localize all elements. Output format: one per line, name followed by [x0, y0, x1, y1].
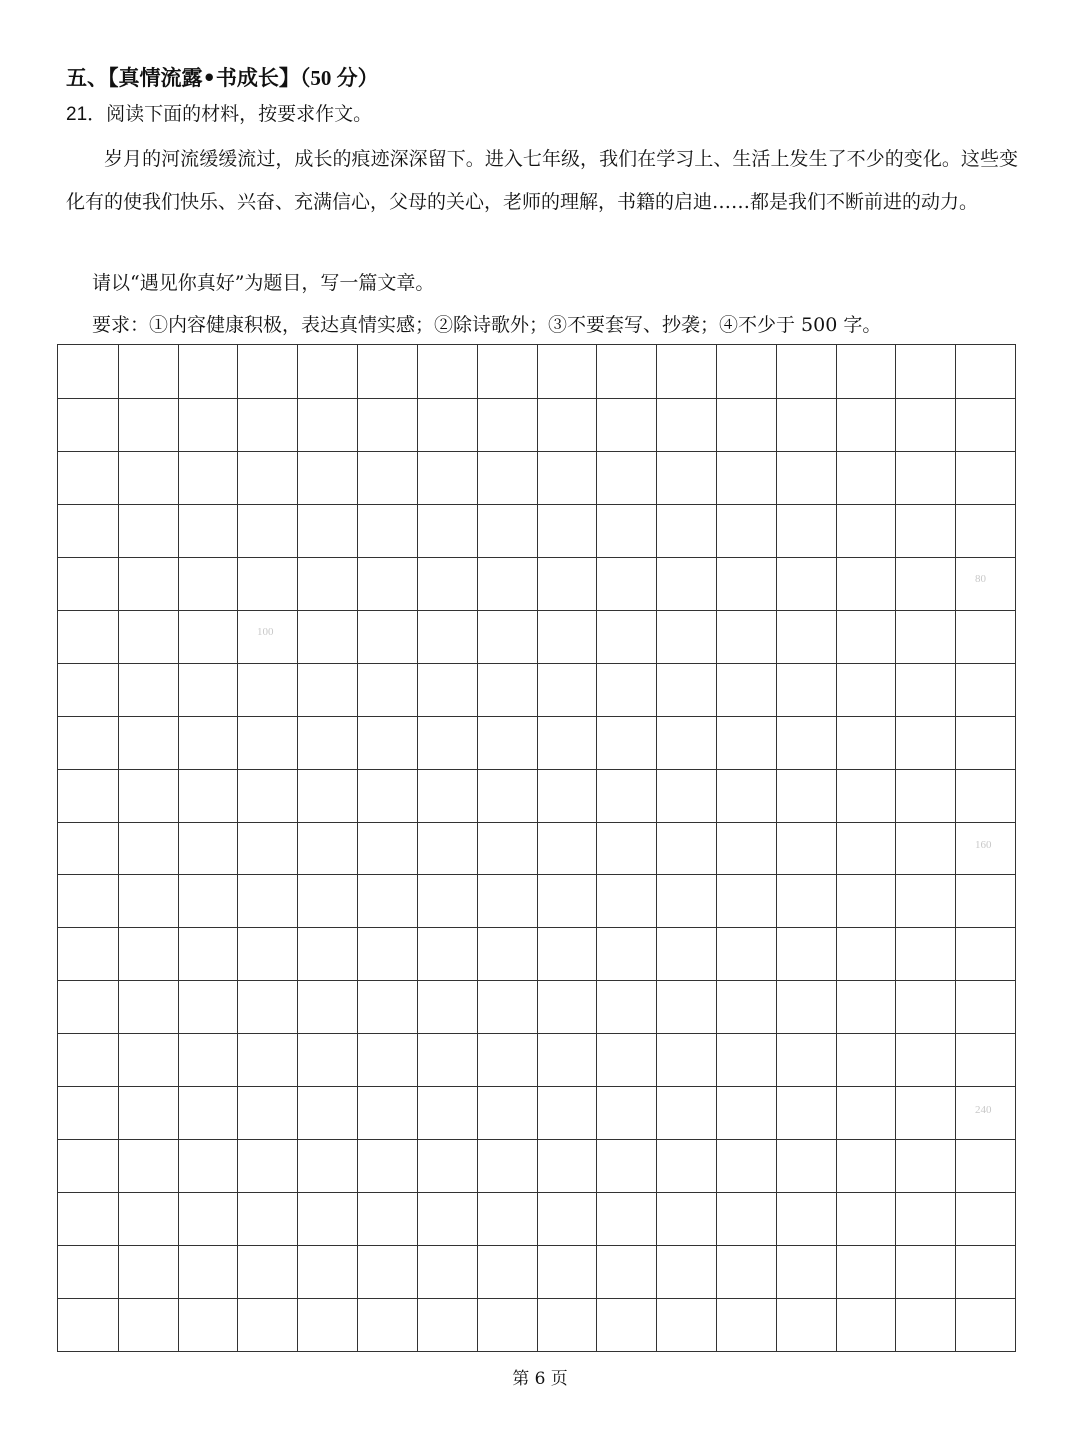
grid-column-line — [537, 345, 538, 1351]
grid-row-line — [58, 874, 1015, 875]
grid-column-line — [776, 345, 777, 1351]
section-score: （50 分） — [299, 66, 379, 90]
grid-row-line — [58, 1139, 1015, 1140]
material-paragraph: 岁月的河流缓缓流过，成长的痕迹深深留下。进入七年级，我们在学习上、生活上发生了不少的变化。这些变化有的使我们快乐、兴奋、充满信心，父母的关心，老师的理解，书籍的启迪……都是我们不断前进的动力。 — [66, 148, 1018, 213]
grid-row-line — [58, 451, 1015, 452]
grid-row-line — [58, 822, 1015, 823]
grid-row-line — [58, 1033, 1015, 1034]
grid-row-line — [58, 1086, 1015, 1087]
writing-requirements: 要求：①内容健康积极，表达真情实感；②除诗歌外；③不要套写、抄袭；④不少于 500 字。 — [92, 314, 882, 336]
question-instruction: 阅读下面的材料，按要求作文。 — [106, 103, 373, 125]
grid-column-line — [656, 345, 657, 1351]
writing-prompt: 请以“遇见你真好”为题目，写一篇文章。 — [92, 272, 435, 294]
grid-column-line — [895, 345, 896, 1351]
grid-column-line — [118, 345, 119, 1351]
grid-row-line — [58, 769, 1015, 770]
word-count-marker-160: 160 — [975, 839, 992, 851]
grid-column-line — [477, 345, 478, 1351]
grid-column-line — [297, 345, 298, 1351]
grid-column-line — [178, 345, 179, 1351]
grid-column-line — [237, 345, 238, 1351]
word-count-marker-80: 80 — [975, 573, 986, 585]
grid-column-line — [955, 345, 956, 1351]
question-line — [66, 99, 372, 126]
word-count-marker-240: 240 — [975, 1104, 992, 1116]
grid-column-line — [357, 345, 358, 1351]
grid-column-line — [417, 345, 418, 1351]
grid-row-line — [58, 1192, 1015, 1193]
grid-row-line — [58, 504, 1015, 505]
grid-row-line — [58, 610, 1015, 611]
grid-row-line — [58, 1245, 1015, 1246]
page-footer: 第 6 页 — [512, 1369, 568, 1389]
grid-row-line — [58, 557, 1015, 558]
grid-row-line — [58, 663, 1015, 664]
section-title-text: 五、【真情流露•书成长】 — [66, 66, 300, 90]
grid-row-line — [58, 980, 1015, 981]
word-count-marker-100: 100 — [257, 626, 274, 638]
composition-grid[interactable] — [57, 344, 1016, 1352]
question-number: 21． — [66, 104, 107, 125]
grid-row-line — [58, 927, 1015, 928]
grid-column-line — [836, 345, 837, 1351]
section-title — [66, 62, 379, 92]
grid-row-line — [58, 716, 1015, 717]
grid-row-line — [58, 1298, 1015, 1299]
grid-column-line — [716, 345, 717, 1351]
grid-row-line — [58, 398, 1015, 399]
grid-column-line — [596, 345, 597, 1351]
